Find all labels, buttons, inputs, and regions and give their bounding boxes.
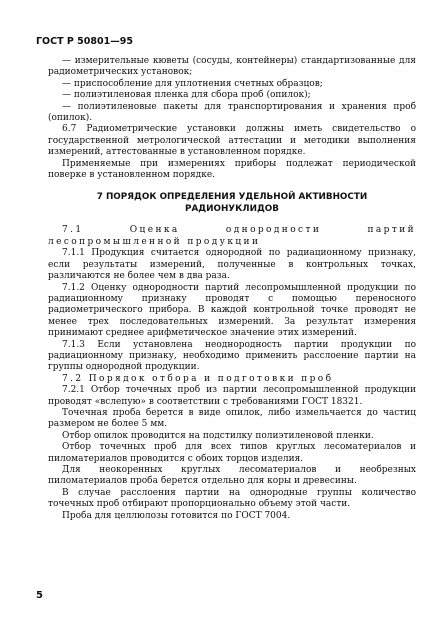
page-number: 5 <box>36 590 43 601</box>
paragraph: Применяемые при измерениях приборы подлежат периодической поверке в установленном порядке. <box>48 158 416 181</box>
paragraph: — полиэтиленовая пленка для сбора проб (опилок); <box>62 90 311 101</box>
paragraph: 7.1.1 Продукция считается однородной по радиационному признаку, если результаты измерений, полученные в контрольных точках, различаются не более чем в два раза. <box>48 248 416 282</box>
paragraph: 7.1.2 Оценку однородности партий лесопромышленной продукции по радиационному признаку проводят с помощью переносного радиометрического прибора. В каждой контрольной точке проводят не менее трех последовательных измерений. За результат измерения принимают среднее арифметическое значение этих измерений. <box>48 282 416 339</box>
paragraph: 7.2.1 Отбор точечных проб из партии лесопромышленной продукции проводят «вслепую» в соответствии с требованиями ГОСТ 18321. <box>48 385 416 407</box>
paragraph: В случае расслоения партии на однородные группы количество точечных проб отбирают пропорционально объему этой части. <box>48 487 416 510</box>
paragraph: Отбор опилок проводится на подстилку полиэтиленовой пленки. <box>62 430 374 441</box>
section-heading-line2: РАДИОНУКЛИДОВ <box>185 204 279 215</box>
paragraph: Проба для целлюлозы готовится по ГОСТ 7004. <box>62 510 291 521</box>
paragraph: — приспособление для уплотнения счетных образцов; <box>62 78 323 89</box>
paragraph: — измерительные кюветы (сосуды, контейнеры) стандартизованные для радиометрических установок; <box>48 56 416 78</box>
paragraph: 6.7 Радиометрические установки должны иметь свидетельство о государственной метрологической аттестации и методики выполнения измерений, аттестованные в установленном порядке. <box>48 124 416 158</box>
document-body <box>48 56 416 522</box>
paragraph: — полиэтиленовые пакеты для транспортирования и хранения проб (опилок). <box>48 101 416 124</box>
paragraph: 7.1.3 Если установлена неоднородность партии продукции по радиационному признаку, необходимо применить расслоение партии на группы однородной продукции. <box>48 339 416 373</box>
subsection-heading: 7.2 Порядок отбора и подготовки проб <box>62 373 334 384</box>
paragraph: Отбор точечных проб для всех типов круглых лесоматериалов и пиломатериалов проводится с обоих торцов изделия. <box>48 442 416 464</box>
paragraph: Точечная проба берется в виде опилок, либо измельчается до частиц размером не более 5 мм. <box>48 407 416 430</box>
standard-header: ГОСТ Р 50801—95 <box>36 36 133 47</box>
subsection-heading: 7.1 Оценка однородности партий лесопромышленной продукции <box>48 225 416 247</box>
section-heading <box>48 191 416 215</box>
section-heading-line1: 7 ПОРЯДОК ОПРЕДЕЛЕНИЯ УДЕЛЬНОЙ АКТИВНОСТИ <box>96 192 368 203</box>
paragraph: Для неокоренных круглых лесоматериалов и необрезных пиломатериалов проба берется отдельно для коры и древесины. <box>48 465 416 487</box>
